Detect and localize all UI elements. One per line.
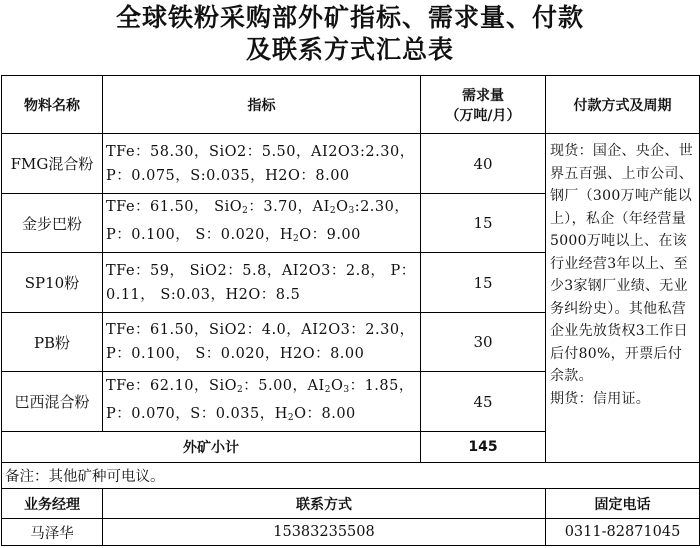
row-demand: 45 [421,372,546,432]
contact-mobile: 15383235508 [103,519,546,546]
spec-line-1: TFe：61.50，SiO2：4.0，AI2O3：2.30， [106,322,415,338]
total-value: 145 [421,432,546,463]
row-name: 巴西混合粉 [2,372,103,432]
note: 备注：其他矿种可电议。 [2,463,700,489]
contact-header-phone: 固定电话 [546,489,700,519]
title-line-1: 全球铁粉采购部外矿指标、需求量、付款 [115,3,584,32]
payment-futures: 期货：信用证。 [550,390,651,407]
row-demand: 30 [421,313,546,372]
row-demand: 15 [421,253,546,313]
row-name: FMG混合粉 [2,134,103,194]
header-demand [421,76,546,134]
header-material: 物料名称 [2,76,103,134]
spec-line-2: P：0.070，S：0.035，$H_2O$：8.00 [106,405,356,423]
row-demand: 40 [421,134,546,194]
row-name: PB粉 [2,313,103,372]
spec-line-2: P：0.075，S:0.035，H2O：8.00 [106,167,350,184]
row-name: 金步巴粉 [2,194,103,253]
total-label: 外矿小计 [2,432,421,463]
spec-line-1: TFe：58.30，SiO2：5.50，AI2O3:2.30， [106,143,415,160]
header-demand-line2: （万吨/月） [445,107,521,124]
spec-line-2: P：0.100， S：0.020，$H_2O$：9.00 [106,227,361,244]
header-payment: 付款方式及周期 [546,76,700,134]
row-spec [103,194,421,253]
header-spec: 指标 [103,76,421,134]
contact-value-row [2,519,700,546]
contact-header-row [2,489,700,519]
row-spec [103,372,421,432]
spec-line-2: 0.11， S:0.03，H2O：8.5 [106,286,301,303]
spec-line-2: P：0.100， S：0.020，H2O：8.00 [106,346,365,362]
contact-manager: 马泽华 [2,519,103,546]
row-spec [103,134,421,194]
summary-table [1,75,700,546]
row-spec [103,313,421,372]
table-row [2,134,700,194]
contact-header-contact: 联系方式 [103,489,546,519]
row-name: SP10粉 [2,253,103,313]
note-row [2,463,700,489]
payment-spot: 现货：国企、央企、世界五百强、上市公司、钢厂（300万吨产能以上），私企（年经营量5000万吨以上、在该行业经营3年以上、至少3家钢厂业绩、无业务纠纷史）。其他私营企业先放货权3工作日后付80%，开票后付余款。 [550,143,693,384]
payment-terms [546,134,700,463]
spec-line-1: TFe：61.50， SiO$_2$：3.70，$AI_2O_3:2.30$， [106,199,410,216]
contact-phone: 0311-82871045 [546,519,700,546]
table-header-row [2,76,700,134]
row-demand: 15 [421,194,546,253]
contact-header-manager: 业务经理 [2,489,103,519]
header-demand-line1: 需求量 [462,87,504,104]
spec-line-1: TFe：59， SiO2：5.8，AI2O3：2.8， P： [106,262,416,279]
title-line-2: 及联系方式汇总表 [245,35,454,64]
row-spec [103,253,421,313]
spec-line-1: TFe：62.10，SiO$_2$：5.00，$AI_2O_3$：1.85， [106,377,414,395]
